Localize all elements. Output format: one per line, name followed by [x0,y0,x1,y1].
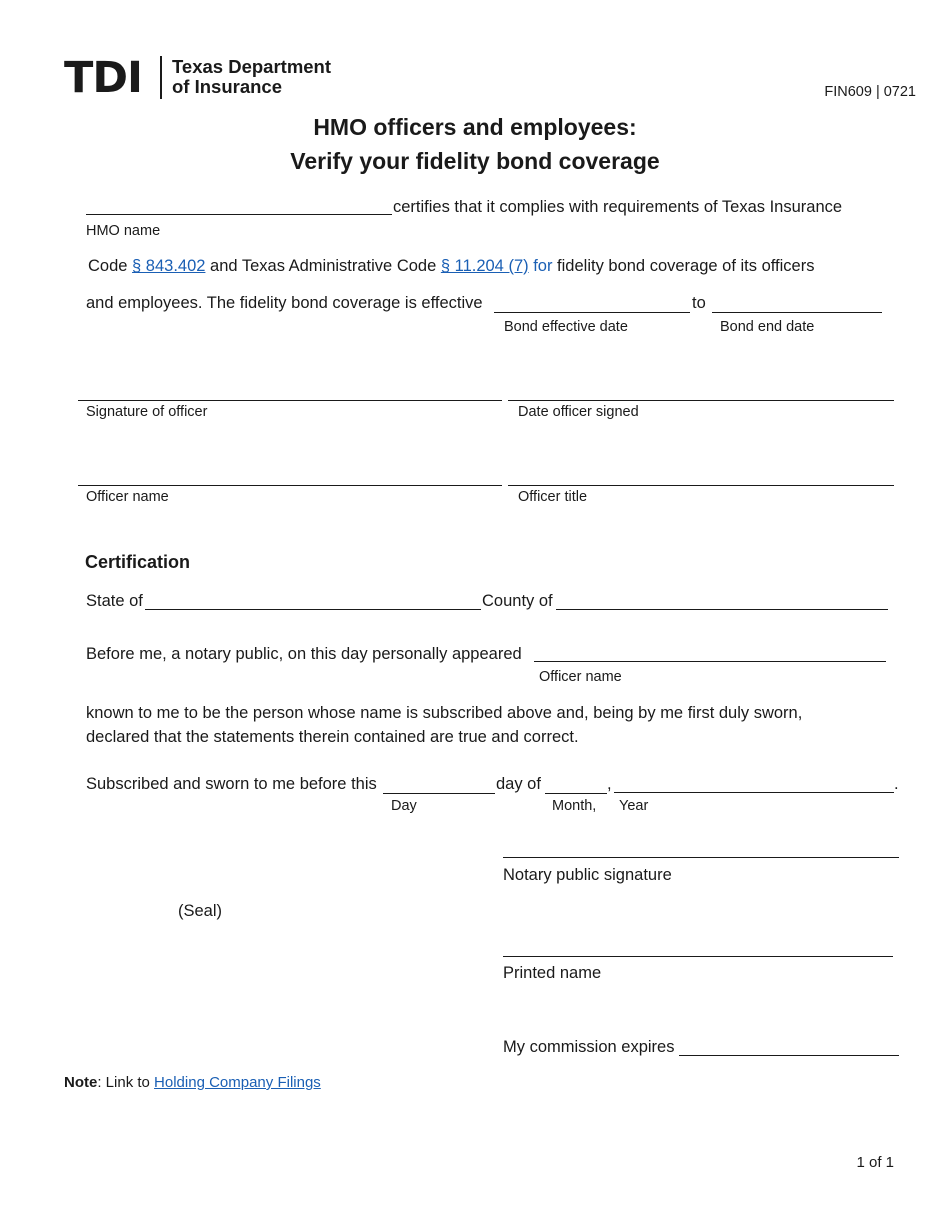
subscribed-text: Subscribed and sworn to me before this [86,775,377,793]
seal-label: (Seal) [178,902,223,920]
commission-label: My commission expires [503,1038,675,1056]
notary-signature-field[interactable] [503,857,899,858]
link-843-402[interactable]: § 843.402 [132,257,206,275]
before-me-text: Before me, a notary public, on this day personally appeared [86,645,522,663]
code-prefix: Code [88,257,133,275]
note-line [64,1074,321,1091]
officer-name-field[interactable] [78,485,502,486]
page-number: 1 of 1 [856,1154,894,1171]
note-bold: Note [64,1074,98,1091]
year-label: Year [619,798,649,814]
officer-name-label: Officer name [86,489,169,505]
day-field[interactable] [383,793,495,794]
page-title-line2: Verify your fidelity bond coverage [290,148,660,174]
note-text: : Link to [97,1074,155,1091]
county-field[interactable] [556,609,888,610]
logo-mark: TDI [64,53,143,103]
appeared-officer-name-label: Officer name [539,669,622,685]
link-11-204[interactable]: § 11.204 (7) [440,257,529,275]
logo-divider [160,56,162,99]
officer-title-field[interactable] [508,485,894,486]
commission-expires-field[interactable] [679,1055,899,1056]
certification-heading: Certification [85,552,191,572]
year-field[interactable] [614,792,894,793]
period-text: . [894,775,899,793]
day-of-text: day of [496,775,541,793]
officer-signature-label: Signature of officer [86,404,208,420]
printed-name-field[interactable] [503,956,893,957]
printed-name-label: Printed name [503,964,602,982]
state-label: State of [86,592,143,610]
hmo-name-field[interactable] [86,214,392,215]
appeared-officer-name-field[interactable] [534,661,886,662]
date-officer-signed-label: Date officer signed [518,404,639,420]
known-text-line1: known to me to be the person whose name is subscribed above and, being by me first duly sworn, [86,704,803,722]
certifies-text: certifies that it complies with requirements of Texas Insurance [393,198,843,216]
comma-text: , [607,775,612,793]
month-field[interactable] [545,793,607,794]
page-title-line1: HMO officers and employees: [313,114,637,140]
effective-text: and employees. The fidelity bond coverage is effective [86,294,483,312]
form-number: FIN609 | 0721 [824,84,916,100]
logo-text-line1: Texas Department [172,56,332,77]
logo-text-line2: of Insurance [172,76,282,97]
hmo-name-label: HMO name [86,223,161,239]
bond-end-label: Bond end date [720,319,815,335]
day-label: Day [391,798,417,814]
code-for-text: for [528,257,553,275]
county-label: County of [482,592,553,610]
date-officer-signed-field[interactable] [508,400,894,401]
bond-effective-date-field[interactable] [494,312,690,313]
holding-company-filings-link[interactable]: Holding Company Filings [154,1074,321,1091]
notary-signature-label: Notary public signature [503,866,672,884]
officer-signature-field[interactable] [78,400,502,401]
officer-title-label: Officer title [518,489,588,505]
known-text-line2: declared that the statements therein contained are true and correct. [86,728,579,746]
code-rest-text: fidelity bond coverage of its officers [552,257,815,275]
code-mid-text: and Texas Administrative Code [205,257,441,275]
bond-effective-label: Bond effective date [504,319,628,335]
state-field[interactable] [145,609,481,610]
to-text: to [692,294,706,312]
bond-end-date-field[interactable] [712,312,882,313]
code-line [88,257,814,276]
month-label: Month, [552,798,597,814]
